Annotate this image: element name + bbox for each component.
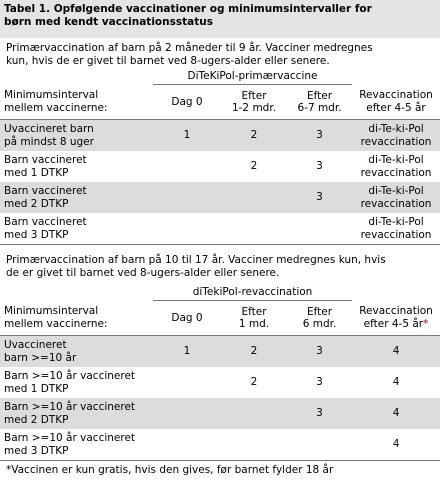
- section1-header-row: [0, 85, 440, 120]
- col-header-line-2: [356, 318, 436, 331]
- empty-cell: [352, 284, 440, 301]
- cell-efter-2: [287, 429, 352, 460]
- col-header-line-1: Efter: [306, 89, 333, 102]
- section2-intro: [0, 254, 440, 284]
- col-header-line-2: 6-7 mdr.: [297, 102, 342, 114]
- cell-efter-2: 3: [287, 336, 352, 368]
- cell-revacc-line-1: di-Te-ki-Pol: [368, 154, 424, 166]
- section1-group-row: [0, 68, 440, 85]
- table-row: [0, 367, 440, 398]
- section1-table: [0, 68, 440, 244]
- section1-col-efter-6-7: [287, 85, 352, 120]
- row-label-line-2: med 2 DTKP: [4, 413, 69, 426]
- section2-header-row: [0, 301, 440, 336]
- cell-dag0: [153, 182, 221, 213]
- section2-col-revaccination: [352, 301, 440, 336]
- cell-dag0: 1: [153, 336, 221, 368]
- col-header-line-1: Efter: [241, 305, 267, 318]
- row-label: [0, 398, 153, 429]
- table-row: [0, 336, 440, 368]
- row-label-line-1: Uvaccineret barn: [4, 123, 94, 135]
- table-row: [0, 182, 440, 213]
- col-header-line-2: 1 md.: [238, 318, 270, 330]
- empty-cell: [0, 68, 153, 85]
- cell-efter-1: 2: [250, 376, 258, 389]
- cell-efter-1: [221, 213, 287, 244]
- footnote-marker: *: [423, 317, 429, 330]
- cell-revaccination: [352, 151, 440, 182]
- table-row: [0, 429, 440, 460]
- cell-efter-2: 3: [316, 376, 323, 389]
- cell-revaccination: 4: [392, 438, 400, 451]
- col-header-line-2: 1-2 mdr.: [231, 102, 277, 114]
- cell-revaccination: [352, 213, 440, 244]
- caption-line-1: Tabel 1. Opfølgende vaccinationer og minimumsintervaller for: [4, 3, 372, 15]
- table-row: [0, 213, 440, 244]
- cell-efter-1: 2: [250, 160, 258, 173]
- section1-intro-line-2: kun, hvis de er givet til barnet ved 8-ugers-alder eller senere.: [6, 55, 330, 67]
- col-header-line-1: Efter: [241, 89, 267, 102]
- cell-dag0: [153, 429, 221, 460]
- section2-table: [0, 284, 440, 460]
- section2-group-row: [0, 284, 440, 301]
- row-label-line-1: Barn >=10 år vaccineret: [4, 370, 136, 382]
- cell-revacc-line-2: revaccination: [360, 228, 432, 241]
- cell-dag0: [153, 398, 221, 429]
- cell-efter-1: [221, 398, 287, 429]
- col-header-line-2: 6 mdr.: [302, 318, 337, 330]
- row-label-line-2: med 3 DTKP: [4, 228, 69, 241]
- section1-col-dag0: [153, 85, 221, 120]
- cell-dag0: [153, 367, 221, 398]
- section-divider: [0, 244, 440, 254]
- row-label: [0, 213, 153, 244]
- cell-efter-1: [221, 429, 287, 460]
- row-label-line-2: med 3 DTKP: [4, 444, 69, 457]
- section2-group-label: diTekiPol-revaccination: [153, 284, 352, 301]
- row-header-line-1: Minimumsinterval: [4, 305, 99, 318]
- col-header-line-2: efter 4-5 år: [366, 101, 426, 114]
- row-label: [0, 429, 153, 460]
- row-header-line-2: mellem vaccinerne:: [4, 101, 108, 114]
- col-header-line-1: Revaccination: [359, 89, 433, 102]
- cell-revaccination: 4: [352, 398, 440, 429]
- section1-intro: [0, 38, 440, 68]
- cell-revaccination: [352, 120, 440, 152]
- row-header-line-2: mellem vaccinerne:: [4, 317, 108, 330]
- cell-revacc-line-1: di-Te-ki-Pol: [368, 216, 424, 228]
- section2-row-header: [0, 301, 153, 336]
- cell-efter-2: 3: [287, 398, 352, 429]
- cell-efter-2: 3: [287, 182, 352, 213]
- section1-group-label: DiTeKiPol-primærvaccine: [153, 68, 352, 85]
- row-label-line-1: Barn vaccineret: [4, 216, 87, 228]
- row-label: [0, 367, 153, 398]
- cell-efter-1: 2: [221, 120, 287, 152]
- row-label-line-1: Uvaccineret: [4, 339, 67, 351]
- cell-efter-2: [287, 213, 352, 244]
- cell-revaccination: 4: [352, 336, 440, 368]
- cell-revacc-line-2: revaccination: [360, 197, 432, 210]
- row-header-line-1: Minimumsinterval: [4, 89, 99, 102]
- cell-revacc-line-2: revaccination: [360, 166, 432, 179]
- row-label-line-2: med 1 DTKP: [4, 166, 69, 179]
- footnote: *Vaccinen er kun gratis, hvis den gives, før barnet fylder 18 år: [0, 460, 440, 477]
- row-label-line-2: på mindst 8 uger: [4, 135, 94, 148]
- row-label-line-1: Barn >=10 år vaccineret: [4, 432, 136, 444]
- section2-intro-line-2: de er givet til barnet ved 8-ugers-alder eller senere.: [6, 267, 280, 279]
- cell-revacc-line-2: revaccination: [360, 135, 432, 148]
- section2-col-efter-1: [221, 301, 287, 336]
- cell-dag0: 1: [153, 120, 221, 152]
- col-header-line-1: Dag 0: [171, 95, 203, 108]
- section2-intro-line-1: Primærvaccination af barn på 10 til 17 år. Vacciner medregnes kun, hvis: [6, 254, 386, 266]
- col-header-line-1: Dag 0: [171, 311, 203, 324]
- row-label: [0, 336, 153, 368]
- row-label-line-2: med 2 DTKP: [4, 197, 69, 210]
- row-label: [0, 120, 153, 152]
- cell-dag0: [153, 213, 221, 244]
- cell-efter-2: 3: [287, 120, 352, 152]
- col-header-line-1: Revaccination: [359, 305, 433, 318]
- col-header-line-1: Efter: [306, 305, 333, 318]
- table-row: [0, 398, 440, 429]
- section1-col-revaccination: [352, 85, 440, 120]
- cell-efter-2: 3: [316, 160, 323, 173]
- row-label: [0, 182, 153, 213]
- row-label: [0, 151, 153, 182]
- cell-revacc-line-1: di-Te-ki-Pol: [368, 185, 424, 197]
- section2-col-efter-6: [287, 301, 352, 336]
- caption-line-2: børn med kendt vaccinationsstatus: [4, 16, 213, 28]
- section2-col-dag0: [153, 301, 221, 336]
- section1-row-header: [0, 85, 153, 120]
- row-label-line-1: Barn >=10 år vaccineret: [4, 401, 136, 413]
- empty-cell: [352, 68, 440, 85]
- section-primary-2m-9y: [0, 38, 440, 244]
- cell-efter-1: 2: [221, 336, 287, 368]
- empty-cell: [0, 284, 153, 301]
- row-label-line-1: Barn vaccineret: [4, 154, 87, 166]
- cell-revaccination: [352, 182, 440, 213]
- cell-efter-1: [221, 182, 287, 213]
- section1-intro-line-1: Primærvaccination af barn på 2 måneder til 9 år. Vacciner medregnes: [6, 42, 373, 54]
- section-primary-10y-17y: [0, 254, 440, 460]
- table-row: [0, 151, 440, 182]
- table-caption: [0, 0, 440, 38]
- row-label-line-2: barn >=10 år: [4, 351, 77, 364]
- cell-revacc-line-1: di-Te-ki-Pol: [368, 123, 424, 135]
- row-label-line-2: med 1 DTKP: [4, 382, 69, 395]
- cell-revaccination: 4: [392, 376, 400, 389]
- cell-dag0: [153, 151, 221, 182]
- col-header-line-2-text: efter 4-5 år: [363, 317, 424, 330]
- table-row: [0, 120, 440, 152]
- section1-col-efter-1-2: [221, 85, 287, 120]
- row-label-line-1: Barn vaccineret: [4, 185, 87, 197]
